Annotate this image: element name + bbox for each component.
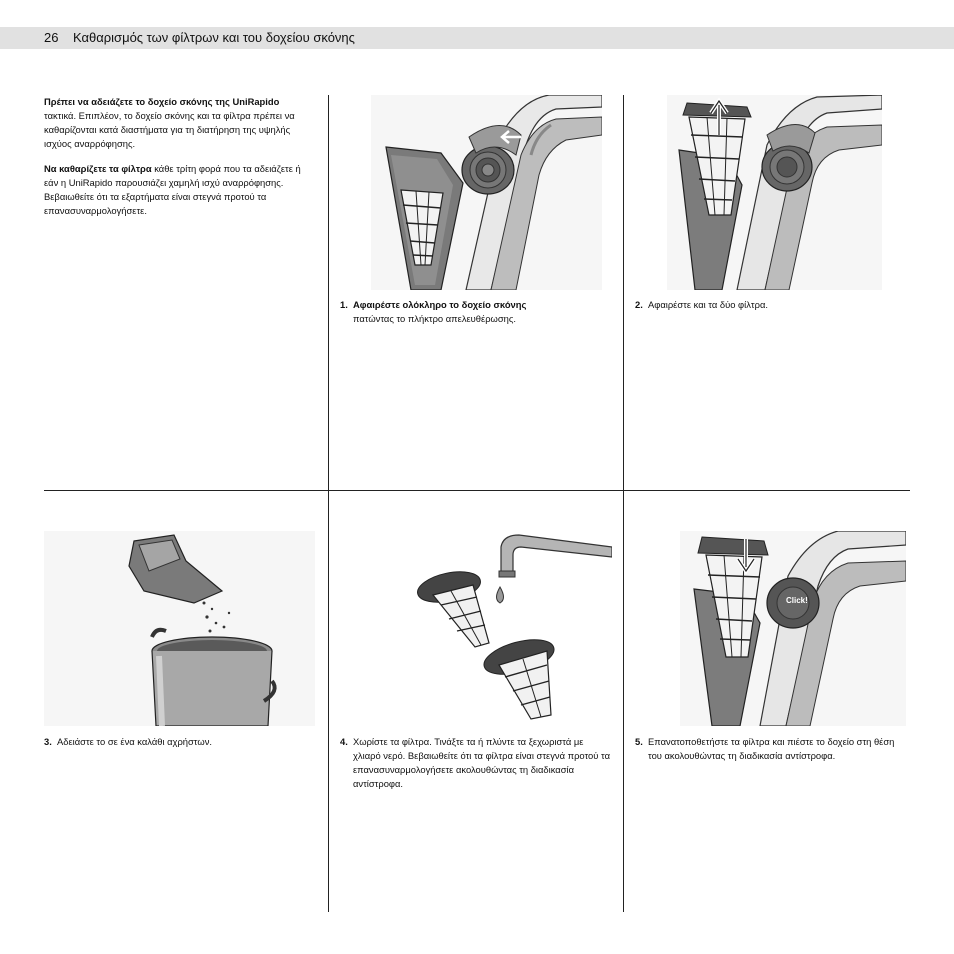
intro-p2-bold: Να καθαρίζετε τα φίλτρα: [44, 163, 152, 174]
column-divider-1: [328, 95, 329, 912]
step1-illustration: [371, 95, 602, 290]
step5-text: Επανατοποθετήστε τα φίλτρα και πιέστε το δοχείο στη θέση του ακολουθώντας τη διαδικασία αντίστροφα.: [648, 736, 895, 761]
intro-p1-bold: Πρέπει να αδειάζετε το δοχείο σκόνης της UniRapido: [44, 96, 280, 107]
intro-text: [44, 95, 312, 229]
step3-number: 3.: [44, 736, 52, 747]
step1-bold: Αφαιρέστε ολόκληρο το δοχείο σκόνης: [353, 299, 527, 310]
page-number: 26: [44, 30, 59, 45]
step3-text: Αδειάστε το σε ένα καλάθι αχρήστων.: [57, 736, 212, 747]
intro-p1-text: τακτικά. Επιπλέον, το δοχείο σκόνης και τα φίλτρα πρέπει να καθαρίζονται κατά διαστήματα για τη διατήρηση της υψηλής ισχύος αναρρόφησης.: [44, 110, 295, 149]
step4-caption: [340, 735, 612, 791]
page-title: Καθαρισμός των φίλτρων και του δοχείου σκόνης: [73, 30, 355, 45]
step4-illustration: [411, 525, 612, 725]
step5-illustration: [680, 531, 906, 726]
intro-paragraph-2: [44, 162, 312, 218]
step4-number: 4.: [340, 736, 348, 747]
step5-caption: [635, 735, 910, 763]
intro-paragraph-1: [44, 95, 312, 151]
step2-caption: [635, 298, 905, 312]
step1-text: πατώντας το πλήκτρο απελευθέρωσης.: [353, 313, 516, 324]
step4-text: Χωρίστε τα φίλτρα. Τινάξτε τα ή πλύντε τα ξεχωριστά με χλιαρό νερό. Βεβαιωθείτε ότι τα φίλτρα είναι στεγνά προτού τα επανασυναρμολογήσετε ακολουθώντας τη διαδικασία αντίστροφα.: [353, 736, 610, 789]
column-divider-2: [623, 95, 624, 912]
step3-caption: [44, 735, 314, 749]
click-label: Click!: [786, 596, 808, 605]
row-divider: [44, 490, 910, 491]
step1-caption: [340, 298, 610, 326]
page-header: [0, 27, 954, 49]
step2-illustration: [667, 95, 882, 290]
intro-p2-text: κάθε τρίτη φορά που τα αδειάζετε ή εάν η UniRapido παρουσιάζει χαμηλή ισχύ αναρρόφησης. Βεβαιωθείτε ότι τα εξαρτήματα είναι στεγνά προτού τα επανασυναρμολογήσετε.: [44, 163, 301, 216]
step2-number: 2.: [635, 299, 643, 310]
step3-illustration: [44, 531, 315, 726]
step5-number: 5.: [635, 736, 643, 747]
step2-text: Αφαιρέστε και τα δύο φίλτρα.: [648, 299, 768, 310]
step1-number: 1.: [340, 299, 348, 310]
